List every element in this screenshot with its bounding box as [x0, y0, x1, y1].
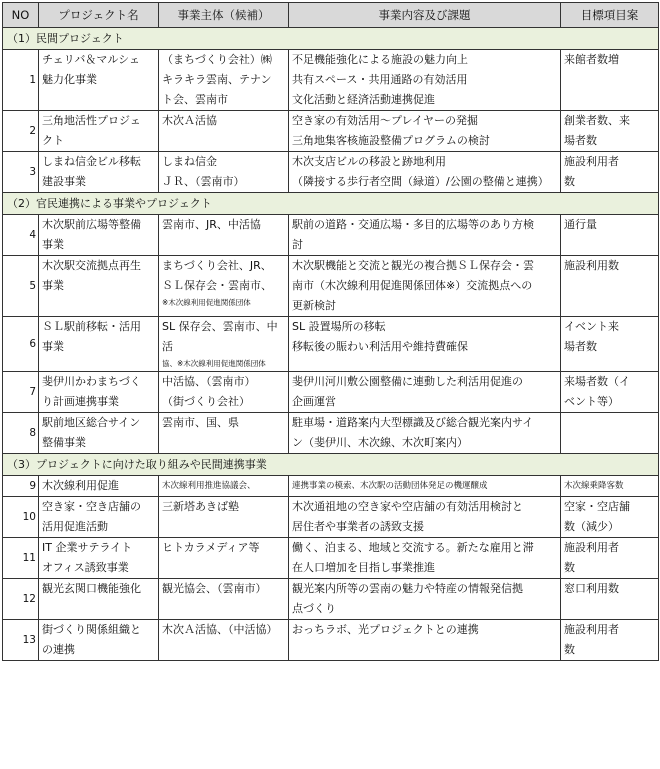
cell-line: 施設利用数 [564, 259, 619, 272]
cell-line: 通行量 [564, 218, 597, 231]
cell-line: 数 [564, 175, 575, 188]
table-row [3, 152, 659, 193]
entity-cell [159, 215, 289, 256]
cell-line: の連携 [42, 643, 75, 656]
cell-line: 数 [564, 643, 575, 656]
cell-line: 駐車場・道路案内大型標識及び総合観光案内サイ [292, 416, 534, 429]
project-name-cell [39, 317, 159, 372]
cell-line: 駅前の道路・交通広場・多目的広場等のあり方検 [292, 218, 534, 231]
cell-line: クト [42, 134, 64, 147]
entity-line: 木次線利用推進協議会、 [162, 481, 256, 491]
cell-line: SL 保存会、雲南市、中活 [162, 320, 278, 353]
cell-line: 斐伊川かわまちづく [42, 375, 141, 388]
cell-line: 来館者数増 [564, 53, 619, 66]
section-title: （1）民間プロジェクト [3, 28, 659, 50]
cell-line: 木次支店ビルの移設と跡地利用 [292, 155, 446, 168]
content-cell [289, 579, 561, 620]
entity-cell [159, 497, 289, 538]
cell-line: 雲南市、国、県 [162, 416, 239, 429]
entity-cell [159, 317, 289, 372]
project-name-cell [39, 476, 159, 497]
target-cell [561, 317, 659, 372]
column-header: 事業主体（候補） [159, 3, 289, 28]
cell-line: 働く、泊まる、地域と交流する。新たな雇用と滞 [292, 541, 534, 554]
project-name-cell [39, 372, 159, 413]
cell-line: 空家・空店舗 [564, 500, 630, 513]
cell-line: 数 [564, 561, 575, 574]
row-number: 10 [3, 497, 39, 538]
entity-cell [159, 152, 289, 193]
section-row [3, 28, 659, 50]
project-name-cell [39, 497, 159, 538]
cell-line: 観光案内所等の雲南の魅力や特産の情報発信拠 [292, 582, 523, 595]
cell-line: （隣接する歩行者空間（緑道）/公園の整備と連携） [292, 175, 549, 188]
table-row [3, 256, 659, 317]
cell-line: まちづくり会社、JR、 [162, 259, 272, 272]
cell-line: 事業 [42, 279, 64, 292]
project-name-cell [39, 152, 159, 193]
section-title: （2）官民連携による事業やプロジェクト [3, 193, 659, 215]
cell-line: 来場者数（イ [564, 375, 630, 388]
cell-line: 整備事業 [42, 436, 86, 449]
cell-line: 数（減少） [564, 520, 619, 533]
cell-line: 木次駅交流拠点再生 [42, 259, 141, 272]
cell-line: 空き家の有効活用～プレイヤーの発掘 [292, 114, 479, 127]
project-name-cell [39, 50, 159, 111]
cell-line: ＪＲ、（雲南市） [162, 175, 245, 188]
header-row [3, 3, 659, 28]
entity-note: 協、※木次線利用促進関係団体 [162, 359, 266, 368]
section-row [3, 454, 659, 476]
cell-line: 場者数 [564, 340, 597, 353]
cell-line: 魅力化事業 [42, 73, 97, 86]
target-cell [561, 620, 659, 661]
cell-line: 観光玄関口機能強化 [42, 582, 141, 595]
cell-line: 木次Ａ活協 [162, 114, 217, 127]
entity-cell [159, 372, 289, 413]
cell-line: 街づくり関係組織と [42, 623, 141, 636]
target-cell [561, 256, 659, 317]
column-header: 目標項目案 [561, 3, 659, 28]
target-cell [561, 579, 659, 620]
cell-line: 三角地集客核施設整備プログラムの検討 [292, 134, 490, 147]
table-row [3, 317, 659, 372]
row-number: 5 [3, 256, 39, 317]
row-number: 7 [3, 372, 39, 413]
project-name-cell [39, 538, 159, 579]
cell-line: しまね信金 [162, 155, 217, 168]
target-cell [561, 215, 659, 256]
content-cell [289, 476, 561, 497]
content-cell [289, 372, 561, 413]
cell-line: 建設事業 [42, 175, 86, 188]
target-cell [561, 497, 659, 538]
cell-line: チェリバ＆マルシェ [42, 53, 140, 66]
cell-line: 事業 [42, 238, 64, 251]
entity-cell [159, 50, 289, 111]
target-cell [561, 413, 659, 454]
cell-line: 点づくり [292, 602, 336, 615]
cell-line: 観光協会、（雲南市） [162, 582, 267, 595]
cell-line: 駅前地区総合サイン [42, 416, 141, 429]
table-row [3, 497, 659, 538]
row-number: 9 [3, 476, 39, 497]
entity-cell [159, 620, 289, 661]
cell-line: 三新塔あきば塾 [162, 500, 239, 513]
content-cell [289, 215, 561, 256]
project-name-cell [39, 413, 159, 454]
table-row [3, 215, 659, 256]
cell-line: ン（斐伊川、木次線、木次町案内） [292, 436, 468, 449]
row-number: 2 [3, 111, 39, 152]
table-row [3, 50, 659, 111]
cell-line: 事業 [42, 340, 64, 353]
cell-line: 共有スペース・共用通路の有効活用 [292, 73, 468, 86]
target-cell [561, 50, 659, 111]
content-cell [289, 497, 561, 538]
project-name-cell [39, 256, 159, 317]
cell-line: 文化活動と経済活動連携促進 [292, 93, 435, 106]
target-cell [561, 372, 659, 413]
content-cell [289, 620, 561, 661]
table-row [3, 413, 659, 454]
cell-line: 在人口増加を目指し事業推進 [292, 561, 435, 574]
content-cell [289, 256, 561, 317]
project-name-cell [39, 215, 159, 256]
cell-line: 斐伊川河川敷公園整備に連動した利活用促進の [292, 375, 523, 388]
cell-line: 討 [292, 238, 303, 251]
cell-line: 企画運営 [292, 395, 336, 408]
cell-line: 木次通祖地の空き家や空店舗の有効活用検討と [292, 500, 523, 513]
row-number: 8 [3, 413, 39, 454]
section-title: （3）プロジェクトに向けた取り組みや民間連携事業 [3, 454, 659, 476]
table-row [3, 476, 659, 497]
target-cell [561, 111, 659, 152]
cell-line: 木次線利用促進 [42, 479, 119, 492]
row-number: 11 [3, 538, 39, 579]
target-cell [561, 152, 659, 193]
row-number: 6 [3, 317, 39, 372]
content-cell [289, 317, 561, 372]
table-row [3, 372, 659, 413]
entity-cell [159, 538, 289, 579]
row-number: 12 [3, 579, 39, 620]
cell-line: 三角地活性プロジェ [42, 114, 141, 127]
cell-line: 場者数 [564, 134, 597, 147]
section-row [3, 193, 659, 215]
content-line: 連携事業の模索、木次駅の活動団体発足の機運醸成 [292, 481, 488, 491]
cell-line: り計画連携事業 [42, 395, 119, 408]
project-name-cell [39, 620, 159, 661]
row-number: 4 [3, 215, 39, 256]
content-cell [289, 413, 561, 454]
cell-line: 雲南市、JR、中活協 [162, 218, 261, 231]
row-number: 1 [3, 50, 39, 111]
cell-line: イベント来 [564, 320, 619, 333]
cell-line: ヒトカラメディア等 [162, 541, 260, 554]
cell-line: 居住者や事業者の誘致支援 [292, 520, 424, 533]
cell-line: 更新検討 [292, 299, 336, 312]
column-header: プロジェクト名 [39, 3, 159, 28]
target-cell [561, 476, 659, 497]
cell-line: ベント等） [564, 395, 619, 408]
entity-cell [159, 413, 289, 454]
project-table [2, 2, 659, 661]
cell-line: 活用促進活動 [42, 520, 108, 533]
cell-line: おっちラボ、光プロジェクトとの連携 [292, 623, 479, 636]
row-number: 3 [3, 152, 39, 193]
cell-line: （まちづくり会社）㈱ [162, 53, 272, 66]
target-line: 木次線乗降客数 [564, 481, 624, 491]
cell-line: SL 設置場所の移転 [292, 320, 386, 333]
cell-line: しまね信金ビル移転 [42, 155, 141, 168]
cell-line: （街づくり会社） [162, 395, 250, 408]
column-header: 事業内容及び課題 [289, 3, 561, 28]
cell-line: 不足機能強化による施設の魅力向上 [292, 53, 468, 66]
entity-cell [159, 476, 289, 497]
entity-cell [159, 256, 289, 317]
cell-line: 施設利用者 [564, 623, 619, 636]
entity-cell [159, 579, 289, 620]
content-cell [289, 50, 561, 111]
cell-line: 創業者数、来 [564, 114, 630, 127]
cell-line: 移転後の賑わい利活用や維持費確保 [292, 340, 468, 353]
cell-line: 木次Ａ活協、（中活協） [162, 623, 278, 636]
target-cell [561, 538, 659, 579]
project-name-cell [39, 111, 159, 152]
entity-cell [159, 111, 289, 152]
cell-line: キラキラ雲南、テナン [162, 73, 272, 86]
table-row [3, 620, 659, 661]
cell-line: 中活協、（雲南市） [162, 375, 256, 388]
row-number: 13 [3, 620, 39, 661]
cell-line: 空き家・空き店舗の [42, 500, 141, 513]
column-header: NO [3, 3, 39, 28]
table-row [3, 538, 659, 579]
entity-note: ※木次線利用促進関係団体 [162, 298, 251, 307]
cell-line: 木次駅前広場等整備 [42, 218, 141, 231]
cell-line: IT 企業サテライト [42, 541, 133, 554]
cell-line: ＳＬ駅前移転・活用 [42, 320, 141, 333]
table-row [3, 111, 659, 152]
project-name-cell [39, 579, 159, 620]
table-row [3, 579, 659, 620]
cell-line: 木次駅機能と交流と観光の複合拠ＳＬ保存会・雲 [292, 259, 534, 272]
cell-line: 南市（木次線利用促進関係団体※）交流拠点への [292, 279, 533, 292]
cell-line: ト会、雲南市 [162, 93, 228, 106]
cell-line: 施設利用者 [564, 541, 619, 554]
cell-line: 施設利用者 [564, 155, 619, 168]
content-cell [289, 538, 561, 579]
cell-line: ＳＬ保存会・雲南市、 [162, 279, 272, 292]
cell-line: オフィス誘致事業 [42, 561, 129, 574]
cell-line: 窓口利用数 [564, 582, 619, 595]
content-cell [289, 111, 561, 152]
content-cell [289, 152, 561, 193]
